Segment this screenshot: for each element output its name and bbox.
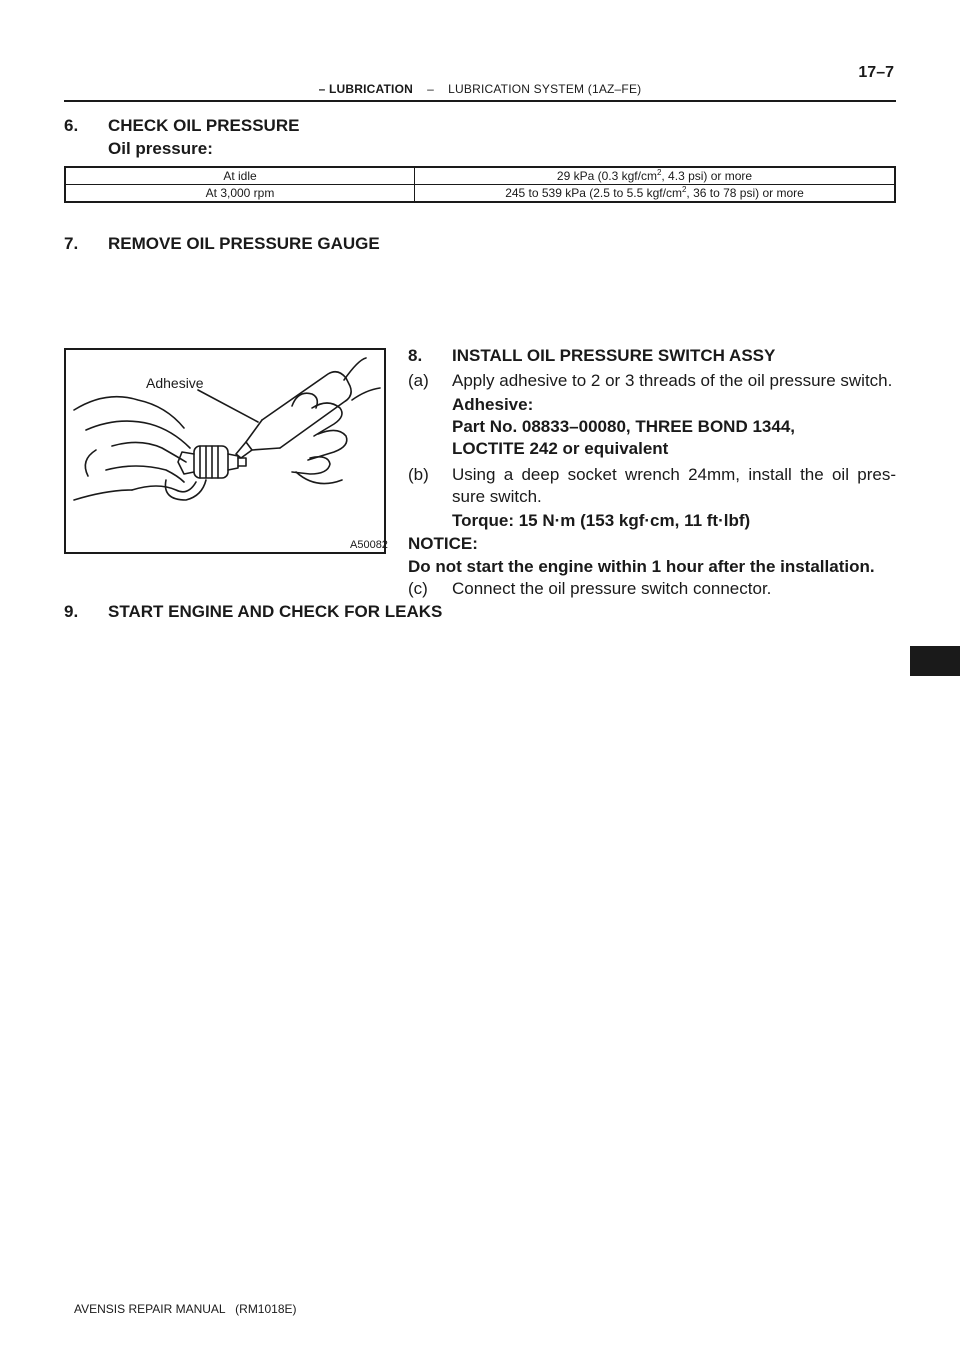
step-7-number: 7. (64, 234, 79, 253)
step-9-title: START ENGINE AND CHECK FOR LEAKS (108, 602, 443, 621)
header-subsection: LUBRICATION SYSTEM (1AZ–FE) (448, 82, 642, 96)
condition-cell: At 3,000 rpm (65, 185, 415, 203)
figure-code: A50082 (350, 539, 388, 551)
step-7-heading (64, 234, 380, 254)
step-8b (408, 464, 898, 508)
step-9-heading (64, 602, 442, 622)
oil-pressure-table (64, 166, 896, 203)
notice-label: NOTICE: (408, 534, 478, 553)
step-8c (408, 578, 898, 600)
step-6-number: 6. (64, 116, 79, 135)
table-row (65, 185, 895, 203)
adhesive-part-line: LOCTITE 242 or equivalent (452, 439, 669, 458)
step-8c-text: Connect the oil pressure switch connector. (452, 579, 772, 598)
header-separator: – (427, 82, 435, 96)
step-8-title: INSTALL OIL PRESSURE SWITCH ASSY (452, 346, 776, 365)
step-8a (408, 370, 898, 392)
adhesive-illustration (64, 348, 386, 554)
hand-applying-adhesive-drawing (66, 350, 388, 552)
condition-cell: At idle (65, 167, 415, 185)
page-number: 17–7 (858, 64, 894, 81)
step-6-heading (64, 116, 299, 136)
header-section: – LUBRICATION (318, 82, 413, 96)
value-text: , 4.3 psi) or more (661, 169, 753, 183)
step-6-title: CHECK OIL PRESSURE (108, 116, 300, 135)
torque-spec: Torque: 15 N·m (153 kgf·cm, 11 ft·lbf) (452, 511, 751, 530)
step-8-heading (408, 346, 775, 366)
manual-footer: AVENSIS REPAIR MANUAL (RM1018E) (74, 1302, 297, 1316)
step-8b-text: Using a deep socket wrench 24mm, install the oil pres- (452, 465, 896, 484)
value-text: 29 kPa (0.3 kgf/cm (556, 169, 657, 183)
value-text: 245 to 539 kPa (2.5 to 5.5 kgf/cm (505, 186, 682, 200)
adhesive-part-line: Part No. 08833–00080, THREE BOND 1344, (452, 417, 796, 436)
step-8a-text: Apply adhesive to 2 or 3 threads of the oil pressure switch. (452, 371, 893, 390)
oil-pressure-label: Oil pressure: (108, 139, 213, 158)
step-7-title: REMOVE OIL PRESSURE GAUGE (108, 234, 380, 253)
header-rule (64, 100, 896, 102)
table-row (65, 167, 895, 185)
adhesive-label: Adhesive: (452, 395, 534, 414)
adhesive-spec (452, 394, 795, 460)
step-8-number: 8. (408, 346, 423, 365)
value-cell (415, 167, 896, 185)
step-8c-label: (c) (408, 579, 428, 598)
running-header (0, 82, 960, 96)
superscript: 2 (681, 185, 687, 194)
value-cell (415, 185, 896, 203)
section-tab-marker (910, 646, 960, 676)
value-text: , 36 to 78 psi) or more (686, 186, 804, 200)
step-8a-label: (a) (408, 371, 429, 390)
adhesive-callout: Adhesive (146, 375, 204, 391)
notice-text: Do not start the engine within 1 hour after the installation. (408, 557, 875, 576)
step-8b-label: (b) (408, 465, 429, 484)
step-9-number: 9. (64, 602, 79, 621)
superscript: 2 (656, 168, 662, 177)
step-8b-text-cont: sure switch. (452, 487, 542, 506)
